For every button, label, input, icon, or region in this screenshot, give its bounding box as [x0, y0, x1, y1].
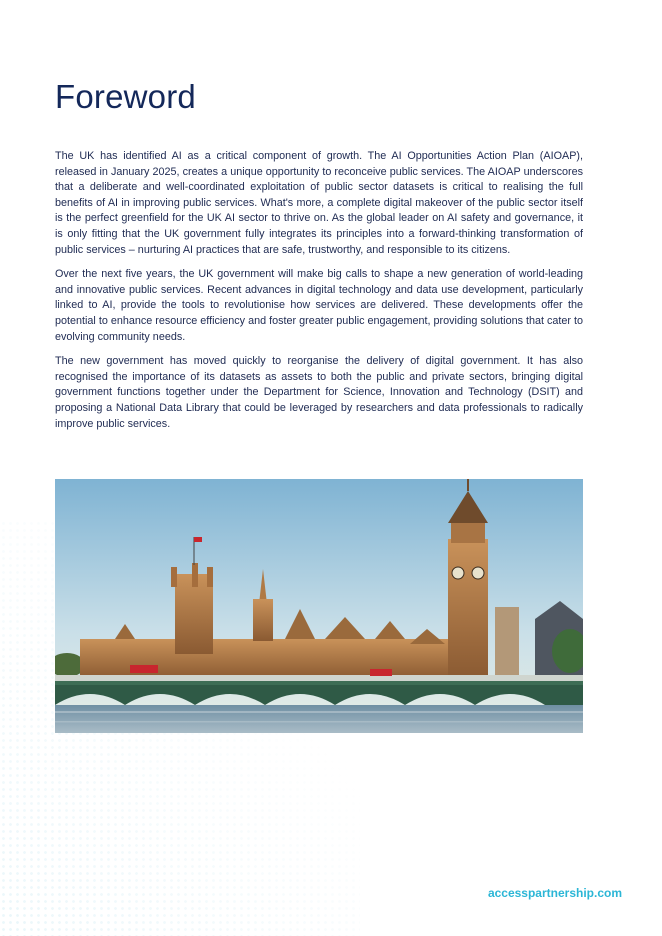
paragraph-1: The UK has identified AI as a critical component of growth. The AI Opportunities Action Plan (AIOAP), released in January 2025, creates a unique opportunity to reconceive public services. The AIOAP underscores that a deliberate and well-coordinated exploitation of public sector datasets is critical to realising the full benefits of AI in improving public services. What's more, a complete digital makeover of the public sector itself is the perfect greenfield for the UK AI sector to thrive on. As the global leader on AI safety and governance, it is only fitting that the UK government fully integrates its principles into a forward-thinking transformation of public services – nurturing AI practices that are safe, trustworthy, and responsible to its citizens.: [55, 150, 583, 256]
page-title: Foreword: [55, 78, 196, 115]
paragraph-3: The new government has moved quickly to reorganise the delivery of digital government. It has also recognised the importance of its datasets as assets to both the public and private sectors, bringing digital government functions together under the Department for Science, Innovation and Technology (DSIT) and proposing a National Data Library that could be leveraged by researchers and data professionals to radically improve public services.: [55, 355, 583, 430]
westminster-photo: [55, 479, 583, 733]
foreword-body: [55, 149, 583, 441]
footer-website-link[interactable]: accesspartnership.com: [487, 886, 622, 900]
paragraph-2: Over the next five years, the UK government will make big calls to shape a new generation of world-leading and innovative public services. Recent advances in digital technology and data use development, particularly linked to AI, provide the tools to revolutionise how services are delivered. These developments offer the potential to enhance resource efficiency and foster greater public engagement, providing solutions that cater to evolving community needs.: [55, 268, 583, 343]
